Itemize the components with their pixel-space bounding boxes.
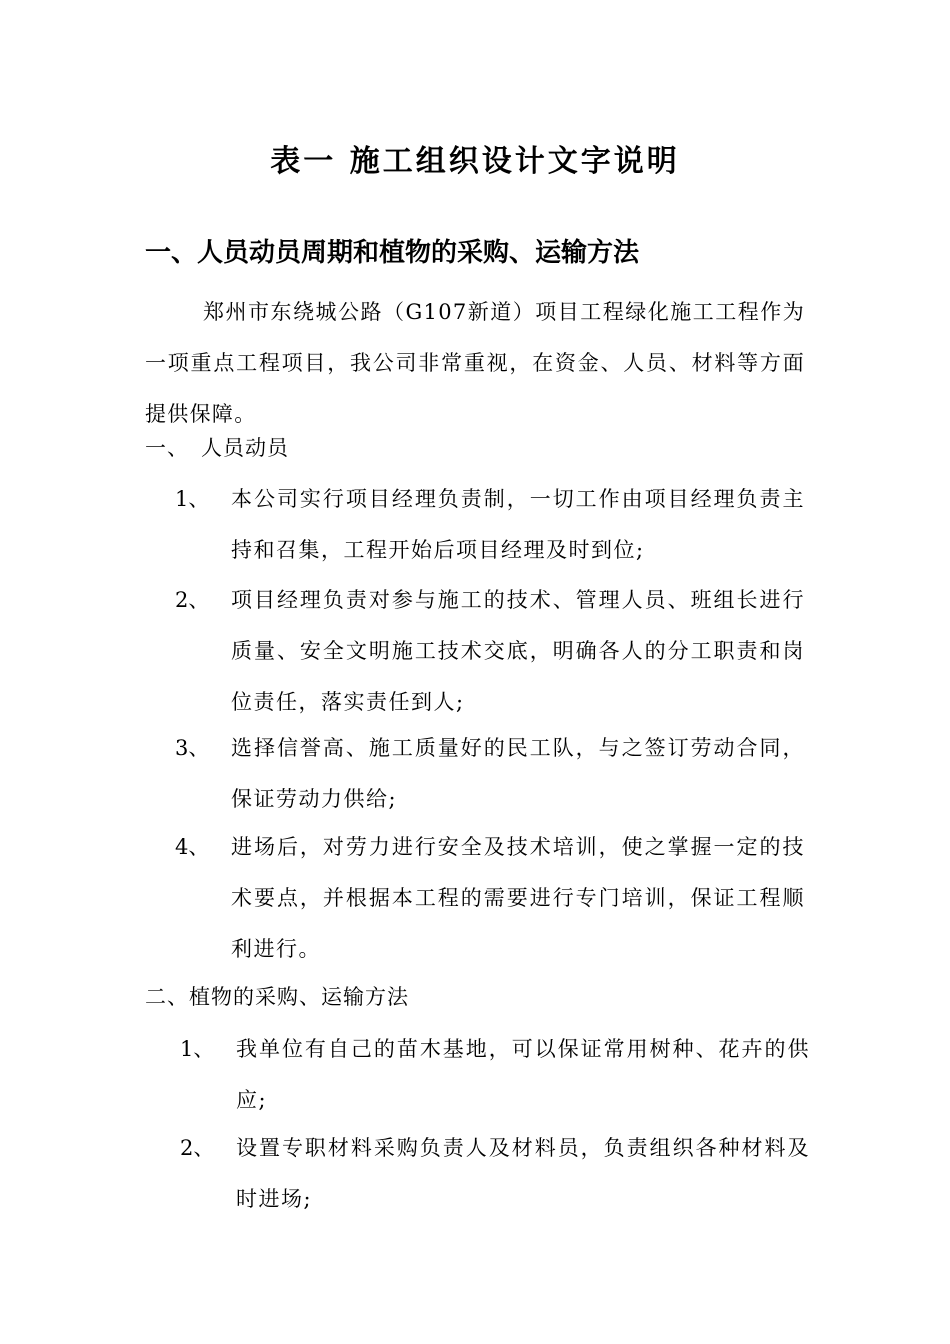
list-item-text: 进场后，对劳力进行安全及技术培训，使之掌握一定的技术要点，并根据本工程的需要进行专门培训，保证工程顺利进行。 <box>231 835 805 961</box>
list-item-text: 项目经理负责对参与施工的技术、管理人员、班组长进行质量、安全文明施工技术交底，明确各人的分工职责和岗位责任，落实责任到人; <box>231 588 805 714</box>
list-item-text: 选择信誉高、施工质量好的民工队，与之签订劳动合同，保证劳动力供给; <box>231 736 805 811</box>
list-item-number: 1、 <box>175 487 210 511</box>
list-item <box>180 1123 860 1225</box>
subsection-number: 一、 <box>145 436 189 460</box>
subsection-heading-personnel <box>145 423 289 474</box>
list-item <box>175 474 855 576</box>
list-item <box>180 1024 860 1126</box>
list-item-number: 2、 <box>180 1136 215 1160</box>
list-item <box>175 822 855 975</box>
list-item-number: 3、 <box>175 736 210 760</box>
list-item-text: 本公司实行项目经理负责制，一切工作由项目经理负责主持和召集，工程开始后项目经理及时到位; <box>231 487 805 562</box>
intro-paragraph: 郑州市东绕城公路（G107新道）项目工程绿化施工工程作为一项重点工程项目，我公司非常重视，在资金、人员、材料等方面提供保障。 <box>145 300 805 426</box>
list-item-number: 2、 <box>175 588 210 612</box>
document-title: 表一 施工组织设计文字说明 <box>270 144 680 179</box>
list-item <box>175 723 855 825</box>
subsection-title: 人员动员 <box>201 436 289 460</box>
list-item-text: 我单位有自己的苗木基地，可以保证常用树种、花卉的供应; <box>236 1037 810 1112</box>
list-item-number: 1、 <box>180 1037 215 1061</box>
list-item <box>175 575 855 728</box>
list-item-number: 4、 <box>175 835 210 859</box>
list-item-text: 设置专职材料采购负责人及材料员，负责组织各种材料及时进场; <box>236 1136 810 1211</box>
section-heading: 一、人员动员周期和植物的采购、运输方法 <box>145 238 640 268</box>
subsection-heading-plants: 二、植物的采购、运输方法 <box>145 985 409 1009</box>
